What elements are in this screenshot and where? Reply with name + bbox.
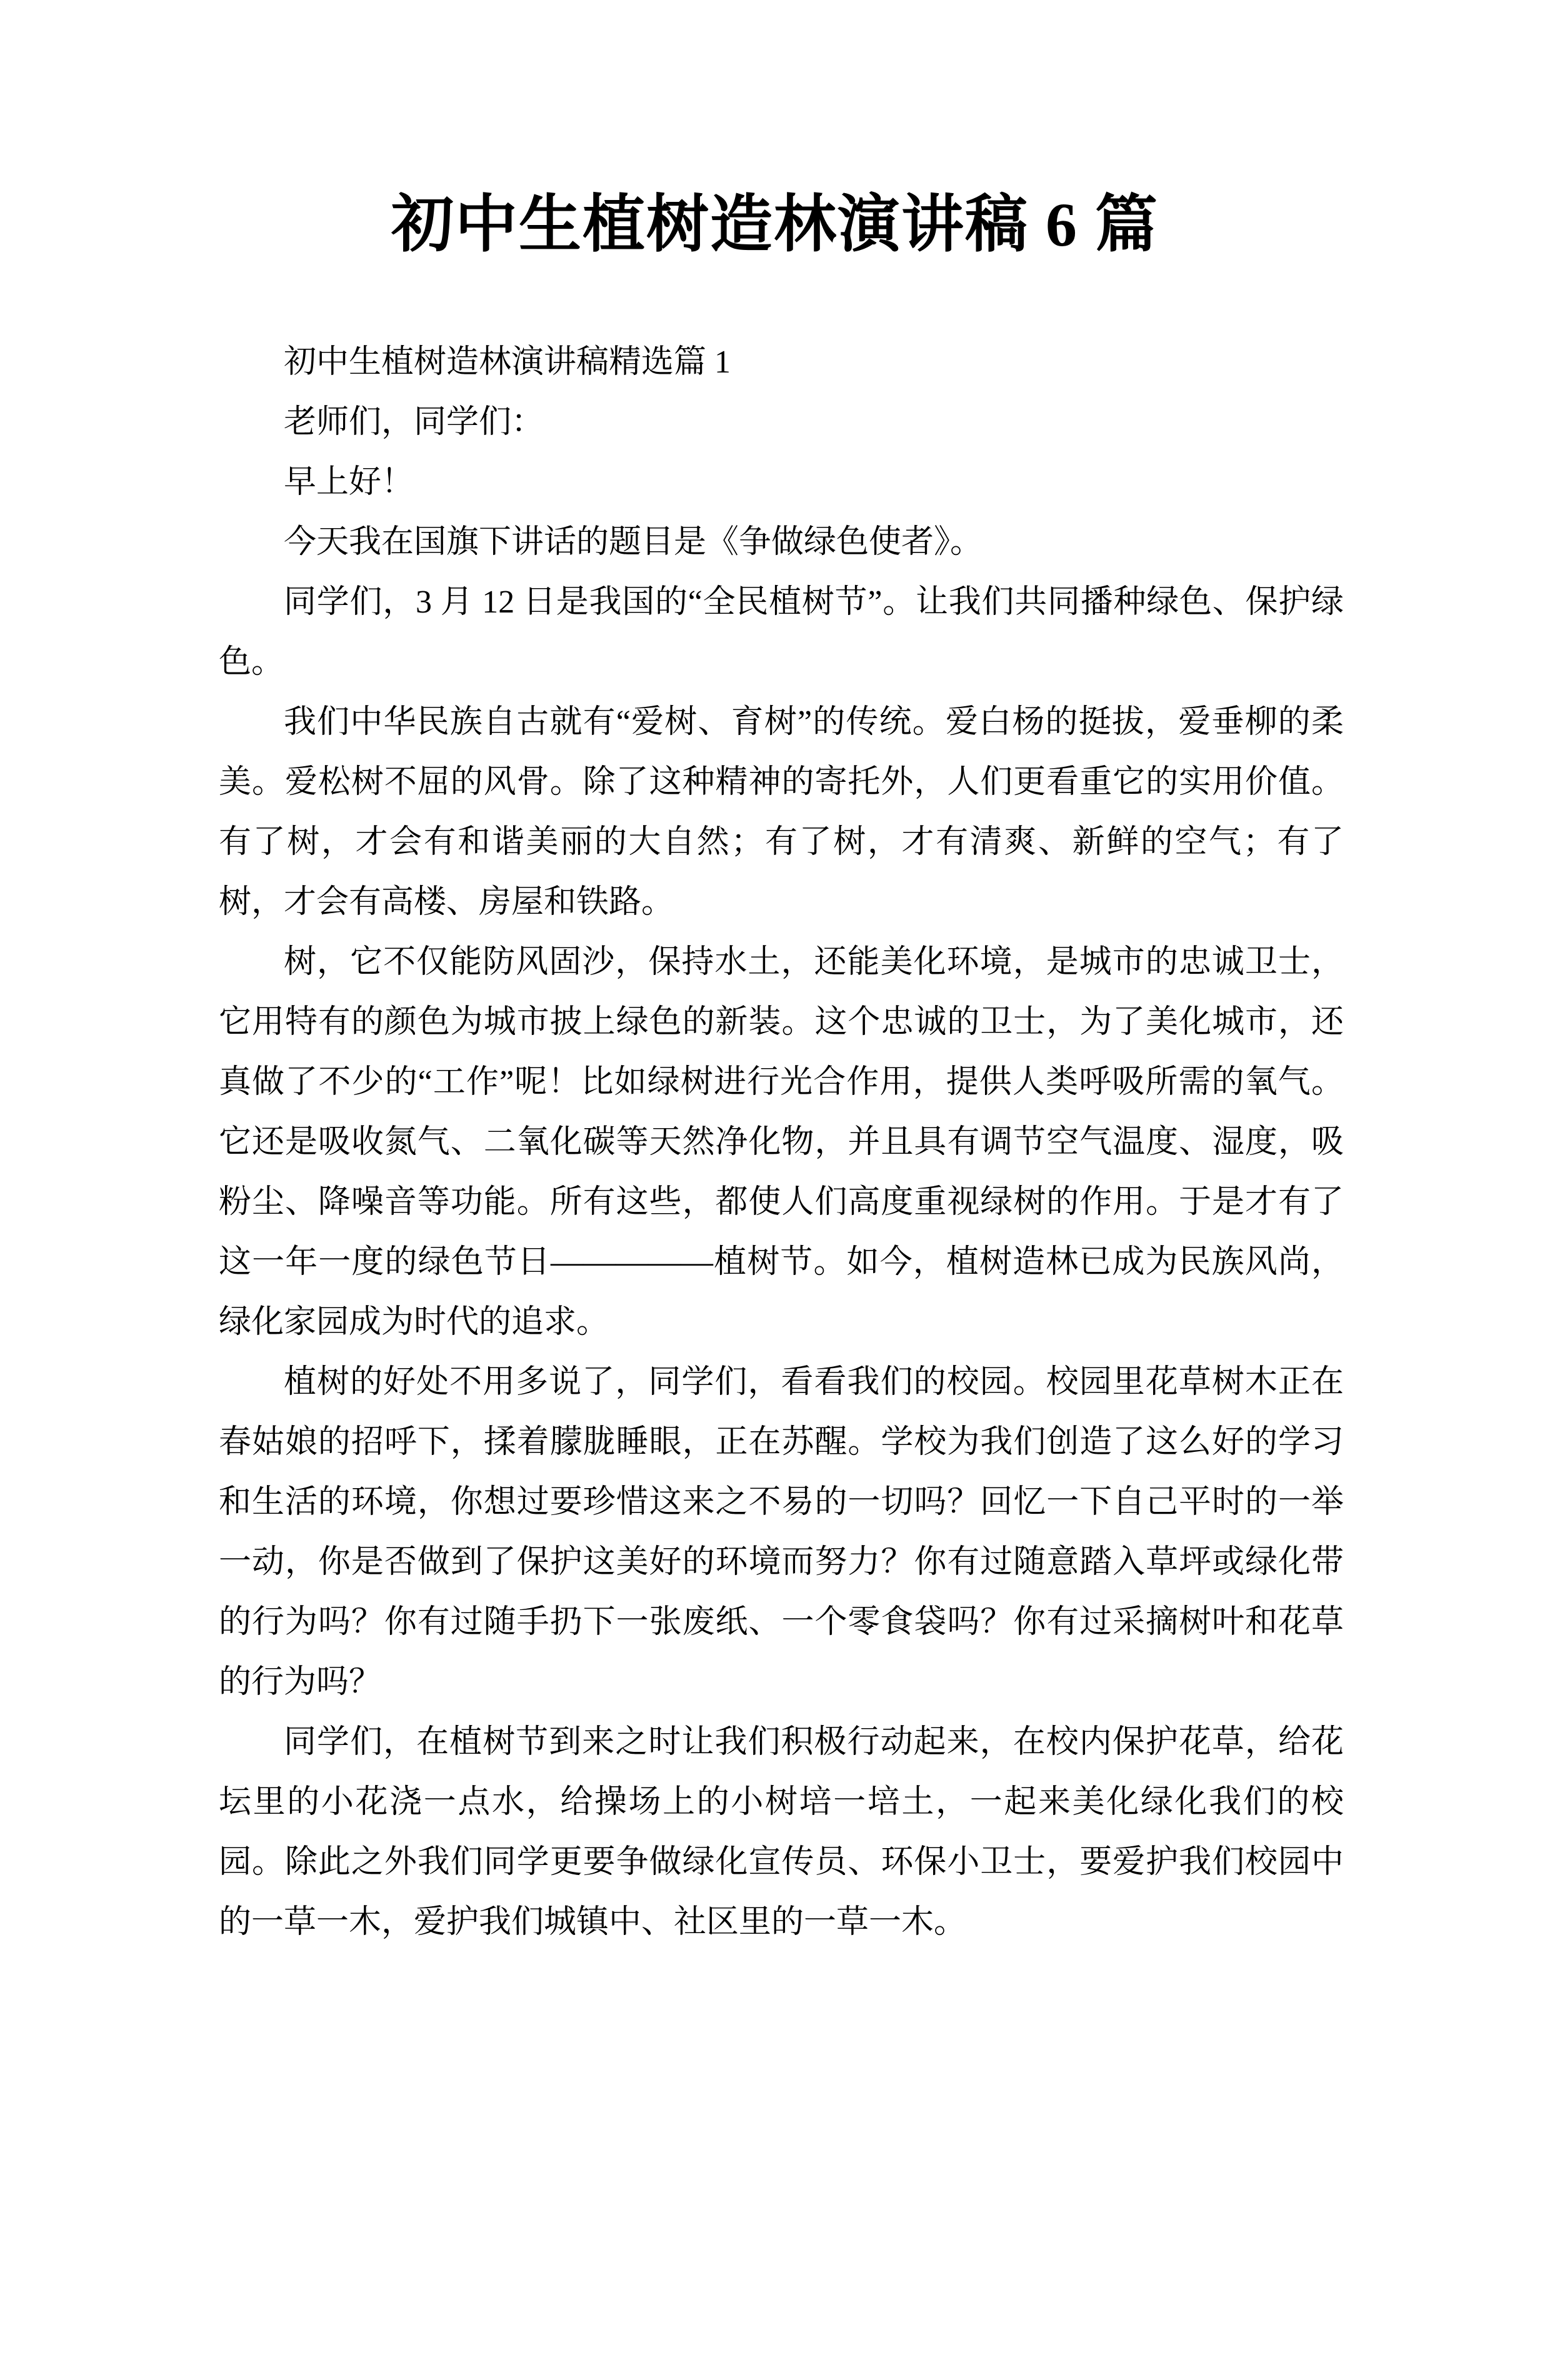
paragraph-salutation: 老师们，同学们： — [284, 404, 544, 440]
paragraph-tradition: 我们中华民族自古就有“爱树、育树”的传统。爱白杨的挺拔，爱垂柳的柔美。爱松树不屈的风骨。除了这种精神的寄托外，人们更看重它的实用价值。有了树，才会有和谐美丽的大自然；有了树，才有清爽、新鲜的空气；有了树，才会有高楼、房屋和铁路。 — [219, 704, 1344, 920]
paragraph-topic: 今天我在国旗下讲话的题目是《争做绿色使者》。 — [284, 524, 983, 560]
document-title: 初中生植树造林演讲稿 6 篇 — [391, 190, 1159, 259]
paragraph-festival: 同学们，3 月 12 日是我国的“全民植树节”。让我们共同播种绿色、保护绿色。 — [219, 584, 1344, 680]
paragraph-tree-function: 树，它不仅能防风固沙，保持水土，还能美化环境，是城市的忠诚卫士，它用特有的颜色为城市披上绿色的新装。这个忠诚的卫士，为了美化城市，还真做了不少的“工作”呢！比如绿树进行光合作用，提供人类呼吸所需的氧气。它还是吸收氮气、二氧化碳等天然净化物，并且具有调节空气温度、湿度，吸粉尘、降噪音等功能。所有这些，都使人们高度重视绿树的作用。于是才有了这一年一度的绿色节日—————植树节。如今，植树造林已成为民族风尚，绿化家园成为时代的追求。 — [219, 944, 1344, 1340]
paragraph-call-to-action: 同学们，在植树节到来之时让我们积极行动起来，在校内保护花草，给花坛里的小花浇一点水，给操场上的小树培一培土，一起来美化绿化我们的校园。除此之外我们同学更要争做绿化宣传员、环保小卫士，要爱护我们校园中的一草一木，爱护我们城镇中、社区里的一草一木。 — [219, 1724, 1344, 1940]
paragraph-campus: 植树的好处不用多说了，同学们，看看我们的校园。校园里花草树木正在春姑娘的招呼下，揉着朦胧睡眼，正在苏醒。学校为我们创造了这么好的学习和生活的环境，你想过要珍惜这来之不易的一切吗？回忆一下自己平时的一举一动，你是否做到了保护这美好的环境而努力？你有过随意踏入草坪或绿化带的行为吗？你有过随手扔下一张废纸、一个零食袋吗？你有过采摘树叶和花草的行为吗？ — [219, 1364, 1344, 1700]
paragraph-heading-part1: 初中生植树造林演讲稿精选篇 1 — [284, 344, 731, 380]
document-page — [0, 188, 1550, 2380]
document-body — [219, 332, 1344, 1952]
paragraph-greeting: 早上好！ — [284, 464, 414, 500]
